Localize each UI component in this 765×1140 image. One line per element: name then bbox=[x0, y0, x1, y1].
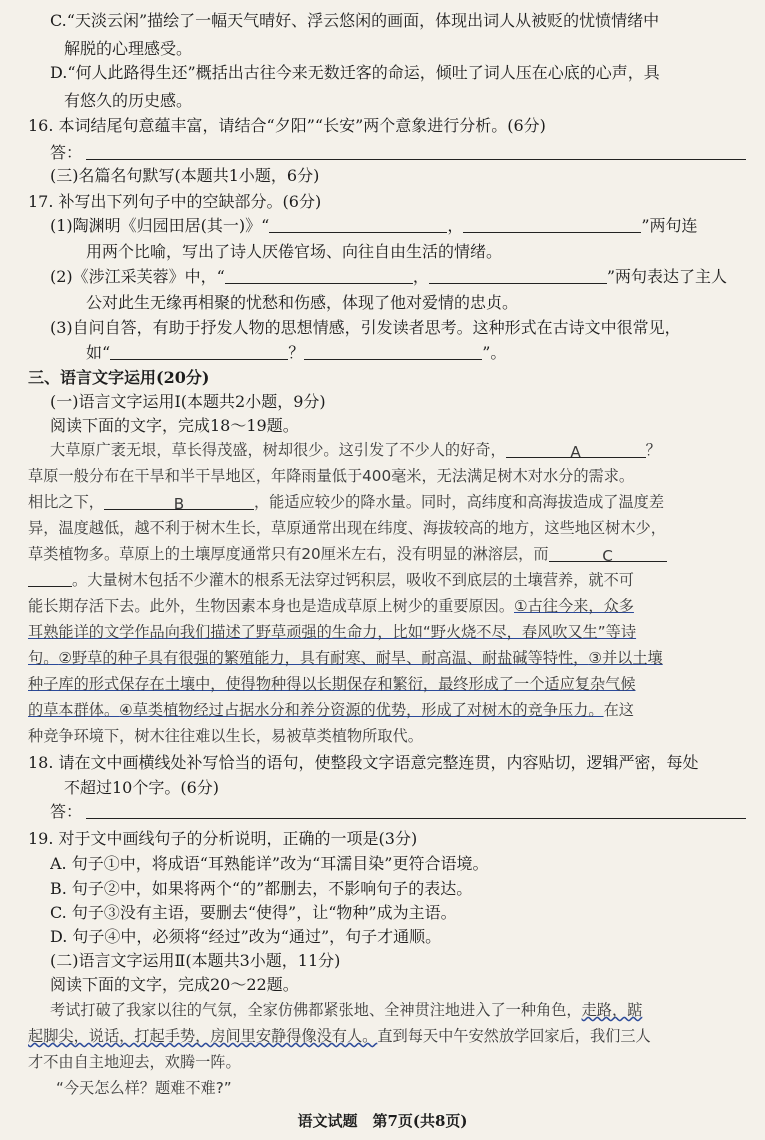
q18-answer-line[interactable] bbox=[86, 817, 746, 819]
q16-answer-label: 答： bbox=[50, 143, 83, 162]
q17-p2-blank-1[interactable] bbox=[225, 265, 413, 284]
section-3-heading: (三)名篇名句默写(本题共1小题，6分) bbox=[50, 166, 320, 185]
q17-p3-question: ？ bbox=[288, 343, 305, 362]
passage1-line3-start: 相比之下， bbox=[28, 493, 104, 511]
passage1-line2: 草原一般分布在干旱和半干旱地区，年降雨量低于400毫米，无法满足树木对水分的需求。 bbox=[28, 467, 635, 485]
page-footer: 语文试题 第7页(共8页) bbox=[297, 1112, 468, 1130]
q17-p3-prefix: 如“ bbox=[86, 343, 111, 362]
q17-part1-line1 bbox=[50, 213, 745, 239]
sentence-1-underlined: ①古往今来，众多 bbox=[514, 597, 634, 615]
passage1-line7-start: 能长期存活下去。此外，生物因素本身也是造成草原上树少的重要原因。 bbox=[28, 597, 514, 615]
q19-option-c[interactable]: C. 句子③没有主语，要删去“使得”，让“物种”成为主语。 bbox=[50, 903, 457, 922]
q17-p2-blank-2[interactable] bbox=[429, 265, 607, 284]
q19-option-a[interactable]: A. 句子①中，将成语“耳熟能详”改为“耳濡目染”更符合语境。 bbox=[50, 854, 489, 873]
passage2-line1-start: 考试打破了我家以往的气氛，全家仿佛都紧张地、全神贯注地进入了一种角色， bbox=[50, 1001, 582, 1019]
passage2-wavy-2: 起脚尖，说话，打起手势，房间里安静得像没有人。 bbox=[28, 1027, 378, 1045]
q18-stem-line1: 18. 请在文中画横线处补写恰当的语句，使整段文字语意完整连贯，内容贴切，逻辑严密，每处 bbox=[28, 753, 699, 772]
sentence-4-underlined: ④草类植物经过占据水分和养分资源的优势，形成了对树木的竞争压力。 bbox=[119, 701, 604, 719]
passage1-line5 bbox=[28, 541, 745, 567]
q17-p2-prefix: (2)《涉江采芙蓉》中，“ bbox=[50, 267, 225, 286]
passage1-blank-a[interactable] bbox=[506, 439, 646, 461]
sentence-1-end: 句。 bbox=[28, 649, 59, 667]
passage2-line4: “今天怎么样？题难不难?” bbox=[56, 1079, 232, 1097]
passage1-line11-end: 在这 bbox=[603, 701, 634, 719]
q17-p2-suffix: ”两句表达了主人 bbox=[606, 267, 728, 286]
q17-part3-line1: (3)自问自答，有助于抒发人物的思想情感，引发读者思考。这种形式在古诗文中很常见， bbox=[50, 318, 681, 337]
blank-a-label: A bbox=[570, 443, 581, 461]
q15-option-d-line1: D.“何人此路得生还”概括出古往今来无数迁客的命运，倾吐了词人压在心底的心声，具 bbox=[50, 63, 660, 82]
q17-p1-comma: ， bbox=[447, 216, 464, 235]
q16-stem: 16. 本词结尾句意蕴丰富，请结合“夕阳”“长安”两个意象进行分析。(6分) bbox=[28, 116, 546, 135]
q18-stem-line2: 不超过10个字。(6分) bbox=[64, 778, 220, 797]
blank-b-label: B bbox=[173, 495, 185, 513]
passage2-wavy-1: 走路，踮 bbox=[581, 1001, 643, 1019]
passage1-line6 bbox=[28, 567, 745, 593]
q17-p3-blank-2[interactable] bbox=[304, 341, 482, 360]
sentence-2-underlined: ②野草的种子具有很强的繁殖能力，具有耐寒、耐旱、耐高温、耐盐碱等特性， bbox=[58, 649, 589, 667]
q17-part3-line2 bbox=[86, 340, 745, 366]
q17-stem: 17. 补写出下列句子中的空缺部分。(6分) bbox=[28, 192, 322, 211]
passage2-line3: 才不由自主地迎去，欢腾一阵。 bbox=[28, 1053, 241, 1071]
q15-option-d-line2: 有悠久的历史感。 bbox=[64, 91, 193, 110]
passage1-line12: 种竞争环境下，树木往往难以生长，易被草类植物所取代。 bbox=[28, 727, 423, 745]
q17-p1-blank-1[interactable] bbox=[269, 214, 447, 233]
q17-p1-blank-2[interactable] bbox=[463, 214, 641, 233]
passage1-line11 bbox=[28, 697, 745, 723]
sentence-3-underlined: ③并以土壤 bbox=[588, 649, 663, 667]
passage2-line2 bbox=[28, 1023, 745, 1049]
passage2-line1 bbox=[50, 997, 745, 1023]
subsection-1-heading: (一)语言文字运用Ⅰ(本题共2小题，9分) bbox=[50, 392, 326, 411]
passage1-line10: 种子库的形式保存在土壤中，使得物种得以长期保存和繁衍，最终形成了一个适应复杂气候 bbox=[28, 675, 636, 693]
q17-p1-prefix: (1)陶渊明《归园田居(其一)》“ bbox=[50, 216, 270, 235]
q17-p2-comma: ， bbox=[412, 267, 429, 286]
q17-p3-suffix: ”。 bbox=[482, 343, 507, 362]
part-3-title: 三、语言文字运用(20分) bbox=[28, 368, 210, 387]
passage1-blank-c[interactable] bbox=[549, 543, 667, 565]
q17-part2-line2: 公对此生无缘再相聚的忧愁和伤感，体现了他对爱情的忠贞。 bbox=[86, 293, 519, 312]
q15-option-c-line1: C.“天淡云闲”描绘了一幅天气晴好、浮云悠闲的画面，体现出词人从被贬的忧愤情绪中 bbox=[50, 11, 660, 30]
q19-option-b[interactable]: B. 句子②中，如果将两个“的”都删去，不影响句子的表达。 bbox=[50, 879, 473, 898]
passage1-line7 bbox=[28, 593, 745, 619]
subsection-2-heading: (二)语言文字运用Ⅱ(本题共3小题，11分) bbox=[50, 951, 341, 970]
passage1-line3 bbox=[28, 489, 745, 515]
passage1-blank-c-cont[interactable] bbox=[28, 568, 72, 587]
passage1-line6-text: 。大量树木包括不少灌木的根系无法穿过钙积层，吸收不到底层的土壤营养，就不可 bbox=[72, 571, 634, 589]
q19-option-d[interactable]: D. 句子④中，必须将“经过”改为“通过”，句子才通顺。 bbox=[50, 927, 442, 946]
blank-c-label: C bbox=[602, 547, 613, 565]
passage1-line1 bbox=[50, 437, 745, 463]
reading-instruction-1: 阅读下面的文字，完成18～19题。 bbox=[50, 416, 299, 435]
passage1-line3-end: ，能适应较少的降水量。同时，高纬度和高海拔造成了温度差 bbox=[253, 493, 664, 511]
passage2-line2-end: 直到每天中午安然放学回家后，我们三人 bbox=[377, 1027, 651, 1045]
q17-p1-suffix: ”两句连 bbox=[641, 216, 698, 235]
sentence-3-end: 的草本群体。 bbox=[28, 701, 120, 719]
q16-answer-line[interactable] bbox=[86, 158, 746, 160]
q17-part1-line2: 用两个比喻，写出了诗人厌倦官场、向往自由生活的情绪。 bbox=[86, 242, 503, 261]
passage1-line5-start: 草类植物多。草原上的土壤厚度通常只有20厘米左右，没有明显的淋溶层，而 bbox=[28, 545, 549, 563]
passage1-line9 bbox=[28, 645, 745, 671]
passage1-line8: 耳熟能详的文学作品向我们描述了野草顽强的生命力，比如“野火烧不尽，春风吹又生”等诗 bbox=[28, 623, 637, 641]
passage1-line1-end: ？ bbox=[645, 441, 661, 459]
passage1-blank-b[interactable] bbox=[104, 491, 254, 513]
q17-part2-line1 bbox=[50, 264, 745, 290]
passage1-line1-text: 大草原广袤无垠，草长得茂盛，树却很少。这引发了不少人的好奇， bbox=[50, 441, 506, 459]
reading-instruction-2: 阅读下面的文字，完成20～22题。 bbox=[50, 975, 299, 994]
q19-stem: 19. 对于文中画线句子的分析说明，正确的一项是(3分) bbox=[28, 829, 418, 848]
passage1-line4: 异，温度越低，越不利于树木生长，草原通常出现在纬度、海拔较高的地方，这些地区树木少， bbox=[28, 519, 666, 537]
q18-answer-label: 答： bbox=[50, 802, 83, 821]
q17-p3-blank-1[interactable] bbox=[110, 341, 288, 360]
q15-option-c-line2: 解脱的心理感受。 bbox=[64, 39, 193, 58]
